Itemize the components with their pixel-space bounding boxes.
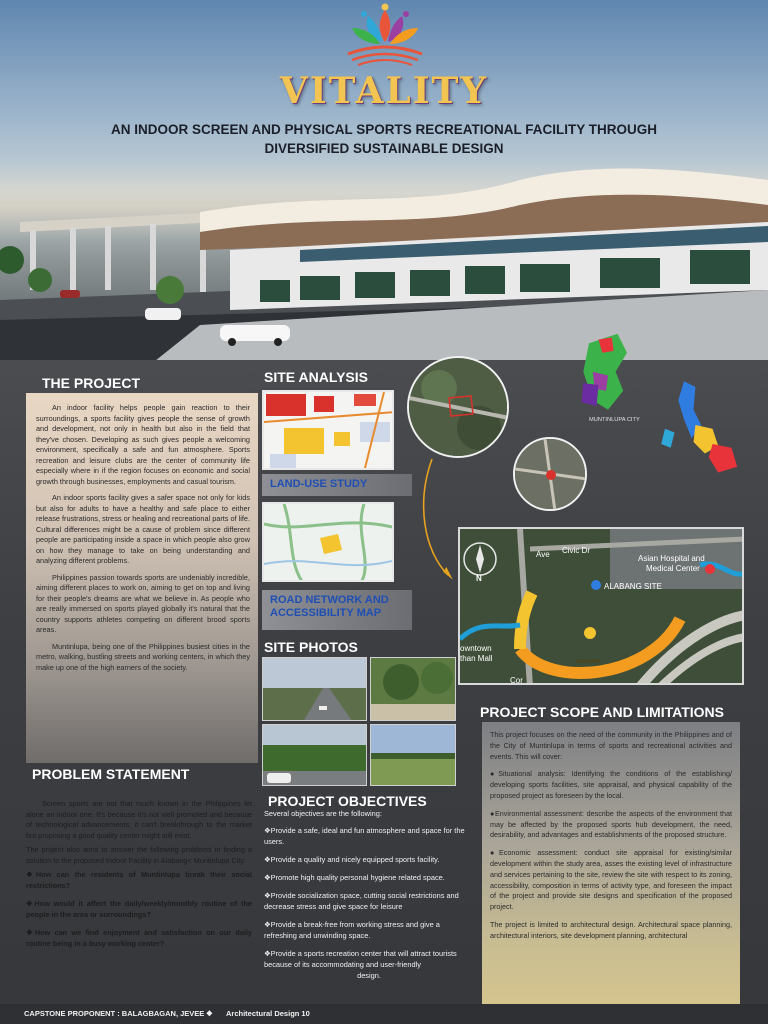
land-use-study-label — [262, 474, 412, 496]
problem-question: ❖How would it affect the daily/weekly/monthly routine of the people in the area or surroundings? — [26, 899, 252, 919]
site-orientation-map — [458, 527, 744, 685]
street-civic-label: Civic Dr — [562, 546, 590, 555]
problem-question: ❖How can the residents of Muntinlupa break their social restrictions? — [26, 870, 252, 890]
subtitle-line-2: DIVERSIFIED SUSTAINABLE DESIGN — [264, 141, 504, 156]
objectives-intro: Several objectives are the following: — [264, 809, 382, 818]
project-objectives-list — [264, 808, 474, 981]
project-paragraph: An indoor sports facility gives a safer space not only for kids but also for adults to have a healthy and safe place to either release frustrations, stress or healing and recreational parts of life. Cultural differences might be a cause of problem since different people are participating inside a space in which people also grow on how they manage to take on being understanding and analyzing different problems. — [36, 493, 250, 565]
hospital-label-1: Asian Hospital and — [638, 554, 705, 563]
scope-paragraph: ●Economic assessment: conduct site appraisal for existing/similar development within the study area, asses the existing level of infrastructure and services pertaining to the site, review the site with respect to its zoning, accessibility, composition in terms of activity type, and foreseen the impact of the project and provide site designs and specification of the proposed project. — [490, 848, 732, 912]
philippines-map-icon — [570, 330, 760, 480]
site-photo-3 — [262, 724, 367, 786]
site-photo-2-graphic — [371, 658, 456, 721]
sun-path-label: SUN PATH — [576, 659, 601, 665]
objective-item: ❖Provide a break-free from working stress and give a refreshing and unwinding space. — [264, 920, 440, 940]
subtitle-line-1: AN INDOOR SCREEN AND PHYSICAL SPORTS RECREATIONAL FACILITY THROUGH — [110, 122, 658, 137]
street-ave-label: Ave — [536, 550, 550, 559]
footer-course: Architectural Design 10 — [226, 1009, 310, 1018]
road-network-text-1: ROAD NETWORK AND — [270, 594, 389, 606]
scope-paragraph: ●Situational analysis: Identifying the conditions of the establishing/ developing sports facilities, site appraisal, and physical capability of the proposed project as foreseen by the local. — [490, 769, 732, 800]
aerial-photo-graphic — [409, 358, 509, 458]
project-objectives-heading: PROJECT OBJECTIVES — [268, 793, 427, 809]
cor-label: Cor — [510, 676, 523, 685]
site-photo-3-graphic — [263, 725, 367, 786]
problem-statement-heading: PROBLEM STATEMENT — [32, 766, 190, 782]
project-scope-panel — [482, 722, 740, 1024]
mall-label-2: than Mall — [460, 654, 493, 663]
footer-separator: ❖ — [206, 1009, 213, 1018]
site-orientation-map-graphic — [460, 529, 744, 685]
site-photo-4-graphic — [371, 725, 456, 786]
project-scope-heading: PROJECT SCOPE AND LIMITATIONS — [480, 704, 724, 720]
the-project-panel — [26, 393, 258, 763]
project-paragraph: An indoor facility helps people gain reaction to their surroundings, a sports facility gives people the sense of growth and development, not only in health but also in the field that they've chosen. Developing as such gives people a welcoming environment, specifically a safe and fun atmosphere. Sports recreation and leisure clubs are the center of community life especially where in if the region focuses on economic and social growth through businesses, employments and casual tourism. — [36, 403, 250, 486]
land-use-study-text: LAND-USE STUDY — [270, 478, 368, 490]
project-paragraph: Muntinlupa, being one of the Philippines busiest cities in the metro, walking, bustling streets and working centers, in which they make up one of the high earners of the society. — [36, 641, 250, 672]
scope-paragraph: ●Environmental assessment: describe the aspects of the environment that may be affected by the proposed sports hub development, the need, desirability, and advantages and establishments of the proposed structure. — [490, 808, 732, 840]
alabang-site-label: ALABANG SITE — [604, 582, 662, 591]
problem-statement-panel — [26, 793, 258, 993]
compass-letter: N — [476, 574, 482, 583]
footer — [0, 1004, 768, 1024]
footer-proponent: CAPSTONE PROPONENT : BALAGBAGAN, JEVEE — [24, 1009, 205, 1018]
muntinlupa-label: MUNTINLUPA CITY — [589, 417, 640, 424]
land-use-map-graphic — [264, 392, 394, 470]
objective-item: ❖Provide a quality and nicely equipped sports facility. — [264, 855, 440, 864]
hospital-label-2: Medical Center — [646, 564, 700, 573]
objective-item: ❖Provide a safe, ideal and fun atmosphere and space for the users. — [264, 826, 465, 846]
road-network-map-graphic — [264, 504, 394, 582]
site-photos-heading: SITE PHOTOS — [264, 639, 358, 655]
scope-paragraph: This project focuses on the need of the community in the Philippines and of the City of Muntinlupa in terms of sports and recreational activities and events. This will cover: — [490, 730, 732, 761]
objective-item: ❖Promote high quality personal hygiene related space. — [264, 873, 445, 882]
site-photo-2 — [370, 657, 456, 721]
site-analysis-heading: SITE ANALYSIS — [264, 369, 368, 385]
the-project-heading: THE PROJECT — [42, 375, 141, 391]
road-network-text-2: ACCESSIBILITY MAP — [270, 607, 382, 619]
road-network-map — [262, 502, 394, 582]
problem-paragraph-2: The project also aims to answer the following problems in finding a solution to the proposed Indoor Facility in Alabang< Muntinlupa City. — [26, 845, 252, 865]
scope-paragraph: The project is limited to architectural design. Architectural space planning, architectural interiors, site development planning, architectural — [490, 919, 732, 940]
mall-label-1: owntown — [460, 644, 492, 653]
brand-title: VITALITY — [279, 70, 489, 112]
objective-item: ❖Provide socialization space, cutting social restrictions and decrease stress and give space for leisure — [264, 891, 459, 911]
site-photo-1-graphic — [263, 658, 367, 721]
vitality-logo-icon — [330, 2, 440, 76]
road-network-label — [262, 590, 412, 630]
site-aerial-circle — [407, 356, 509, 458]
project-paragraph: Philippines passion towards sports are undeniably incredible, aiming different places to work on, aiming to get on top and living for their people's dreams are what we believe in. As people who are really immersed on sports played globally it's natural that the country supports athletes competing on different brood sports areas. — [36, 572, 250, 634]
objective-item: ❖Provide a sports recreation center that will attract tourists because of its accommodating and user-friendly — [264, 949, 457, 969]
problem-question: ❖How can we find enjoyment and satisfaction on our daily routine being in a busy working center? — [26, 928, 252, 948]
problem-paragraph-1: Screen sports are not that much known in the Philippines let alone an indoor one. It's because it's not well promoted and because of technological advancements, it can't breakthrough to the market but proposing a good quality center might still exist. — [26, 799, 252, 840]
site-photo-1 — [262, 657, 367, 721]
objective-last-line: design. — [357, 971, 381, 980]
land-use-map — [262, 390, 394, 470]
site-photo-4 — [370, 724, 456, 786]
